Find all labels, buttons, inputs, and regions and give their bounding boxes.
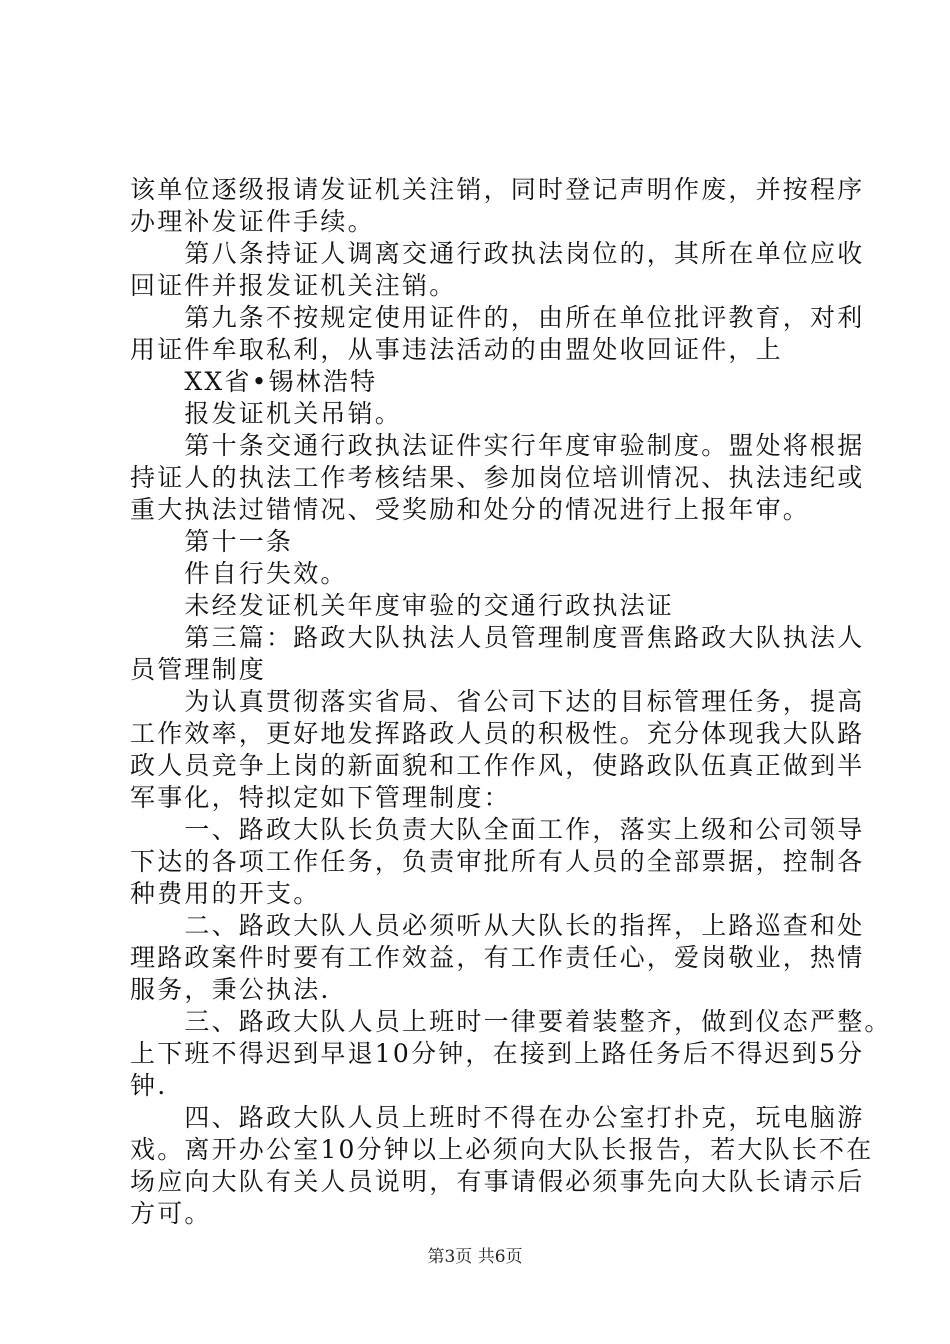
text-line: 回证件并报发证机关注销。 — [130, 271, 457, 300]
text-line: 戏。离开办公室10分钟以上必须向大队长报告，若大队长不在 — [130, 1135, 874, 1164]
text-line: 军事化，特拟定如下管理制度： — [130, 783, 511, 812]
text-line: 四、路政大队人员上班时不得在办公室打扑克，玩电脑游 — [130, 1103, 865, 1132]
text-line: 第十一条 — [130, 527, 294, 556]
text-line: 一、路政大队长负责大队全面工作，落实上级和公司领导 — [130, 815, 865, 844]
text-line: 用证件牟取私利，从事违法活动的由盟处收回证件，上 — [130, 335, 783, 364]
text-line: 政人员竞争上岗的新面貌和工作作风，使路政队伍真正做到半 — [130, 751, 865, 780]
text-line: 方可。 — [130, 1199, 212, 1228]
text-line: 三、路政大队人员上班时一律要着装整齐，做到仪态严整。 — [130, 1007, 892, 1036]
text-line: 种费用的开支。 — [130, 879, 321, 908]
text-line: 二、路政大队人员必须听从大队长的指挥，上路巡查和处 — [130, 911, 865, 940]
text-line: 办理补发证件手续。 — [130, 207, 375, 236]
text-line: 场应向大队有关人员说明，有事请假必须事先向大队长请示后 — [130, 1167, 865, 1196]
text-line: 钟. — [130, 1071, 168, 1100]
text-line: 服务，秉公执法. — [130, 975, 331, 1004]
section-heading: 员管理制度 — [130, 655, 267, 684]
text-line: 持证人的执法工作考核结果、参加岗位培训情况、执法违纪或 — [130, 463, 865, 492]
text-line: 为认真贯彻落实省局、省公司下达的目标管理任务，提高 — [130, 687, 865, 716]
text-line: XX省•锡林浩特 — [130, 367, 378, 396]
text-line: 第八条持证人调离交通行政执法岗位的，其所在单位应收 — [130, 239, 865, 268]
text-line: 第九条不按规定使用证件的，由所在单位批评教育，对利 — [130, 303, 865, 332]
text-line: 理路政案件时要有工作效益，有工作责任心，爱岗敬业，热情 — [130, 943, 865, 972]
text-line: 第十条交通行政执法证件实行年度审验制度。盟处将根据 — [130, 431, 865, 460]
text-line: 未经发证机关年度审验的交通行政执法证 — [130, 591, 675, 620]
text-line: 上下班不得迟到早退10分钟，在接到上路任务后不得迟到5分 — [130, 1039, 865, 1068]
text-line: 重大执法过错情况、受奖励和处分的情况进行上报年审。 — [130, 495, 811, 524]
text-line: 工作效率，更好地发挥路政人员的积极性。充分体现我大队路 — [130, 719, 865, 748]
section-heading: 第三篇：路政大队执法人员管理制度晋焦路政大队执法人 — [130, 623, 865, 652]
page-number-footer: 第3页 共6页 — [427, 1247, 523, 1267]
text-line: 该单位逐级报请发证机关注销，同时登记声明作废，并按程序 — [130, 175, 865, 204]
text-line: 下达的各项工作任务，负责审批所有人员的全部票据，控制各 — [130, 847, 865, 876]
text-line: 报发证机关吊销。 — [130, 399, 403, 428]
text-line: 件自行失效。 — [130, 559, 348, 588]
